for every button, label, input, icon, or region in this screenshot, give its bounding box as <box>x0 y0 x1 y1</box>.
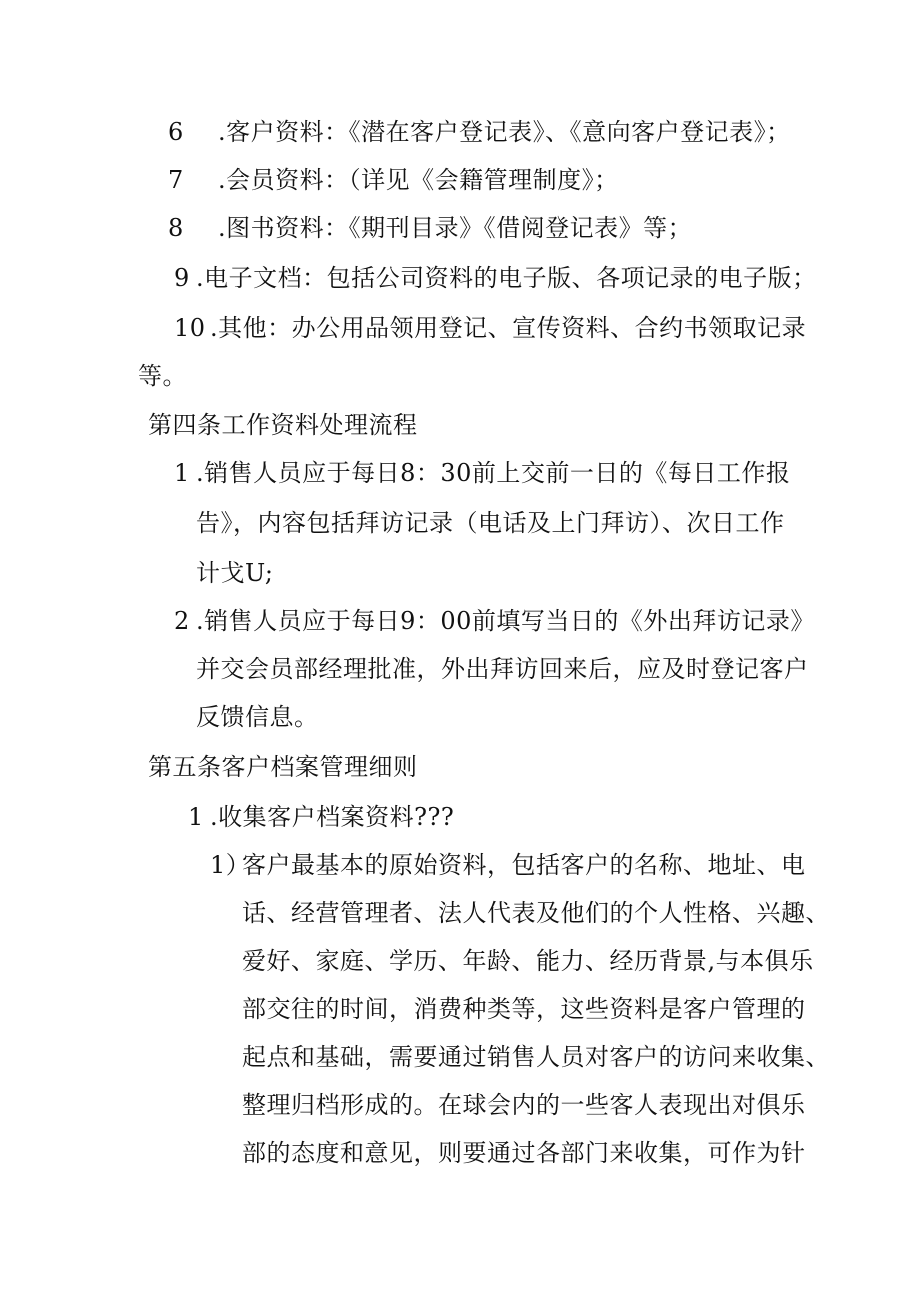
item-number: 8 <box>168 214 184 242</box>
item-number: 6 <box>168 118 184 146</box>
article-5-point-1-line-7: 部的态度和意见，则要通过各部门来收集，可作为针 <box>242 1139 806 1167</box>
item-text: .客户资料：《潜在客户登记表》、《意向客户登记表》； <box>218 118 791 146</box>
article-5-subsection-1 <box>188 802 454 832</box>
item-text: .会员资料：（详见《会籍管理制度》； <box>218 166 619 194</box>
article-5-point-1-line-3: 爱好、家庭、学历、年龄、能力、经历背景,与本俱乐 <box>242 947 814 975</box>
list-item-9 <box>174 263 817 293</box>
list-item-10-continuation: 等。 <box>138 362 187 390</box>
list-item-10 <box>174 313 806 343</box>
article-4-title: 第四条工作资料处理流程 <box>148 411 418 439</box>
article-4-item-2 <box>174 606 815 636</box>
item-number: 2 <box>174 607 190 635</box>
item-number: 9 <box>174 264 190 292</box>
list-item-8 <box>168 213 692 243</box>
article-5-title: 第五条客户档案管理细则 <box>148 753 418 781</box>
item-text: .电子文档：包括公司资料的电子版、各项记录的电子版； <box>196 264 817 292</box>
item-number: 1 <box>188 803 204 831</box>
article-4-item-1 <box>174 458 790 488</box>
article-5-point-1-line-4: 部交往的时间，消费种类等，这些资料是客户管理的 <box>242 995 806 1023</box>
item-text: .图书资料：《期刊目录》《借阅登记表》等； <box>218 214 693 242</box>
item-number: 1 <box>174 459 190 487</box>
item-text-line: .销售人员应于每日9：00前填写当日的《外出拜访记录》 <box>196 607 815 635</box>
article-5-point-1-line-2: 话、经营管理者、法人代表及他们的个人性格、兴趣、 <box>242 899 830 927</box>
article-5-point-1-line-5: 起点和基础，需要通过销售人员对客户的访问来收集、 <box>242 1043 830 1071</box>
item-text-line: .销售人员应于每日8：30前上交前一日的《每日工作报 <box>196 459 791 487</box>
article-4-item-2-line-2: 并交会员部经理批准，外出拜访回来后，应及时登记客户 <box>196 655 809 683</box>
item-number: 7 <box>168 166 184 194</box>
item-text: .其他：办公用品领用登记、宣传资料、合约书领取记录 <box>210 314 807 342</box>
list-item-7 <box>168 165 619 195</box>
point-text-line: 客户最基本的原始资料，包括客户的名称、地址、电 <box>242 851 806 879</box>
point-label: 1） <box>210 851 251 879</box>
article-4-item-1-line-3: 计戈U; <box>196 559 274 587</box>
item-text: .收集客户档案资料??? <box>210 803 455 831</box>
article-4-item-2-line-3: 反馈信息。 <box>196 703 319 731</box>
article-4-item-1-line-2: 告》，内容包括拜访记录（电话及上门拜访）、次日工作 <box>196 509 785 537</box>
article-5-point-1 <box>210 850 806 880</box>
item-number: 10 <box>174 314 206 342</box>
article-5-point-1-line-6: 整理归档形成的。在球会内的一些客人表现出对俱乐 <box>242 1091 806 1119</box>
list-item-6 <box>168 117 791 147</box>
